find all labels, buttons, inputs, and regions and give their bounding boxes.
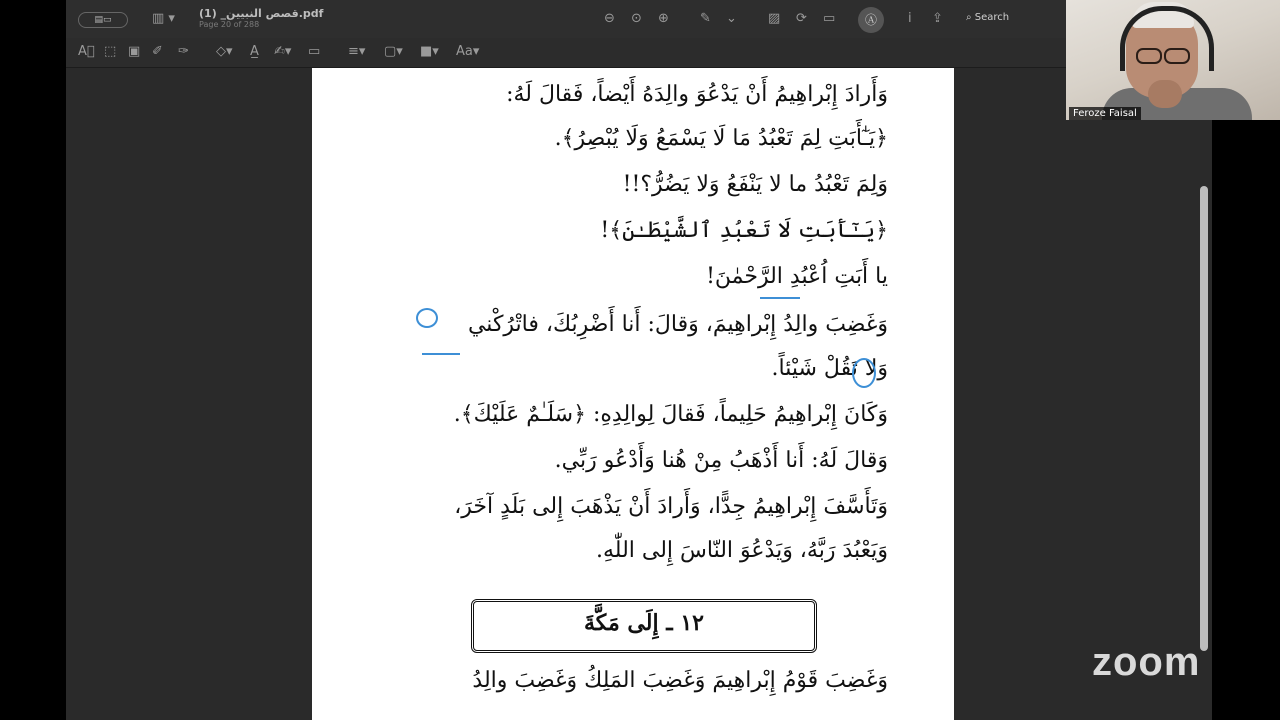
- sidebar-icon[interactable]: ▥ ▾: [152, 11, 175, 26]
- fill-color-icon[interactable]: ■▾: [420, 44, 439, 59]
- line-style-icon[interactable]: ≡▾: [348, 44, 366, 59]
- ink-underline: [760, 295, 800, 299]
- text-line: ﴿يَـٰٓأَبَتِ لَا تَعْبُدِ ٱلشَّيْطَـٰنَ﴾!: [600, 218, 888, 243]
- glasses-icon: [1136, 48, 1190, 62]
- page-indicator: Page 20 of 288: [199, 20, 260, 29]
- chapter-heading: ١٢ ـ إِلَى مَكَّةَ: [584, 610, 704, 636]
- text-line: وَغَضِبَ قَوْمُ إِبْراهِيمَ وَغَضِبَ المَلِكُ وَغَضِبَ والِدُ: [472, 668, 888, 693]
- shapes-icon[interactable]: ◇▾: [216, 44, 233, 59]
- draw-icon[interactable]: ✑: [178, 44, 189, 59]
- text-selection-icon[interactable]: A⃞: [78, 44, 95, 59]
- note-icon[interactable]: ▭: [308, 44, 321, 59]
- text-style-button[interactable]: Aa▾: [456, 44, 480, 59]
- redact-icon[interactable]: ▣: [128, 44, 141, 59]
- sketch-icon[interactable]: ✐: [152, 44, 163, 59]
- text-line: يا أَبَتِ اُعْبُدِ الرَّحْمٰنَ!: [706, 264, 888, 289]
- text-line: وَلا تَقُلْ شَيْئاً.: [771, 356, 888, 381]
- text-line: وَقالَ لَهُ: أَنا أَذْهَبُ مِنْ هُنا وَأَدْعُو رَبِّي.: [554, 448, 888, 473]
- zoom-in-icon[interactable]: ⊕: [658, 11, 669, 26]
- rotate-icon[interactable]: ⟳: [796, 11, 807, 26]
- ink-circle: [852, 358, 876, 388]
- document-title: قصص النبيين_ (1).pdf: [199, 7, 324, 20]
- participant-video: [1066, 0, 1280, 120]
- text-box-icon[interactable]: A̲: [250, 44, 259, 59]
- search-icon: ⌕: [966, 12, 975, 23]
- search-label: Search: [974, 12, 1010, 23]
- zoom-fit-icon[interactable]: ⊙: [631, 11, 642, 26]
- sidebar-toggle-button[interactable]: ▤▭: [78, 12, 128, 28]
- pen-icon[interactable]: ✎: [700, 11, 711, 26]
- main-toolbar: [66, 0, 1212, 38]
- markup-toolbar: [66, 38, 1212, 68]
- ink-circle: [416, 308, 438, 328]
- share-icon[interactable]: ⇪: [932, 11, 943, 26]
- participant-hand: [1148, 80, 1182, 108]
- text-line: وَغَضِبَ والِدُ إِبْراهِيمَ، وَقالَ: أَنا أَضْرِبُكَ، فاتْرُكْني: [467, 312, 888, 337]
- vertical-scrollbar[interactable]: [1200, 186, 1208, 651]
- text-line: وَتَأَسَّفَ إِبْراهِيمُ جِدًّا، وَأَرادَ أَنْ يَذْهَبَ إِلى بَلَدٍ آخَرَ،: [454, 494, 888, 519]
- text-line: وَيَعْبُدَ رَبَّهُ، وَيَدْعُوَ النّاسَ إِلى اللّٰهِ.: [596, 538, 888, 563]
- pdf-viewer-window: [66, 0, 1212, 720]
- search-button[interactable]: [966, 12, 1009, 23]
- sign-icon[interactable]: ✍▾: [274, 44, 292, 59]
- text-line: ﴿يَـٰٓأَبَتِ لِمَ تَعْبُدُ مَا لَا يَسْمَعُ وَلَا يُبْصِرُ﴾.: [554, 126, 888, 151]
- annotate-icon[interactable]: ▭: [823, 11, 836, 26]
- chevron-down-icon[interactable]: ⌄: [726, 11, 737, 26]
- document-canvas: [66, 68, 1212, 720]
- markup-toggle-button[interactable]: Ⓐ: [858, 7, 884, 33]
- info-icon[interactable]: i: [908, 11, 912, 26]
- ink-underline: [422, 351, 460, 355]
- text-line: وَأَرادَ إِبْراهِيمُ أَنْ يَدْعُوَ والِدَهُ أَيْضاً، فَقالَ لَهُ:: [506, 82, 888, 107]
- border-color-icon[interactable]: ▢▾: [384, 44, 403, 59]
- text-line: وَلِمَ تَعْبُدُ ما لا يَنْفَعُ وَلا يَضُرُّ؟!!: [622, 172, 888, 197]
- pdf-page: [312, 68, 954, 720]
- zoom-logo: zoom: [1092, 640, 1201, 684]
- rectangle-select-icon[interactable]: ⬚: [104, 44, 117, 59]
- highlight-icon[interactable]: ▨: [768, 11, 781, 26]
- text-line: وَكَانَ إِبْراهِيمُ حَلِيماً، فَقالَ لِوالِدِهِ: ﴿سَلَـٰمٌ عَلَيْكَ﴾.: [453, 402, 888, 427]
- participant-name: Feroze Faisal: [1069, 107, 1141, 120]
- chapter-heading-frame: [471, 599, 817, 653]
- zoom-out-icon[interactable]: ⊖: [604, 11, 615, 26]
